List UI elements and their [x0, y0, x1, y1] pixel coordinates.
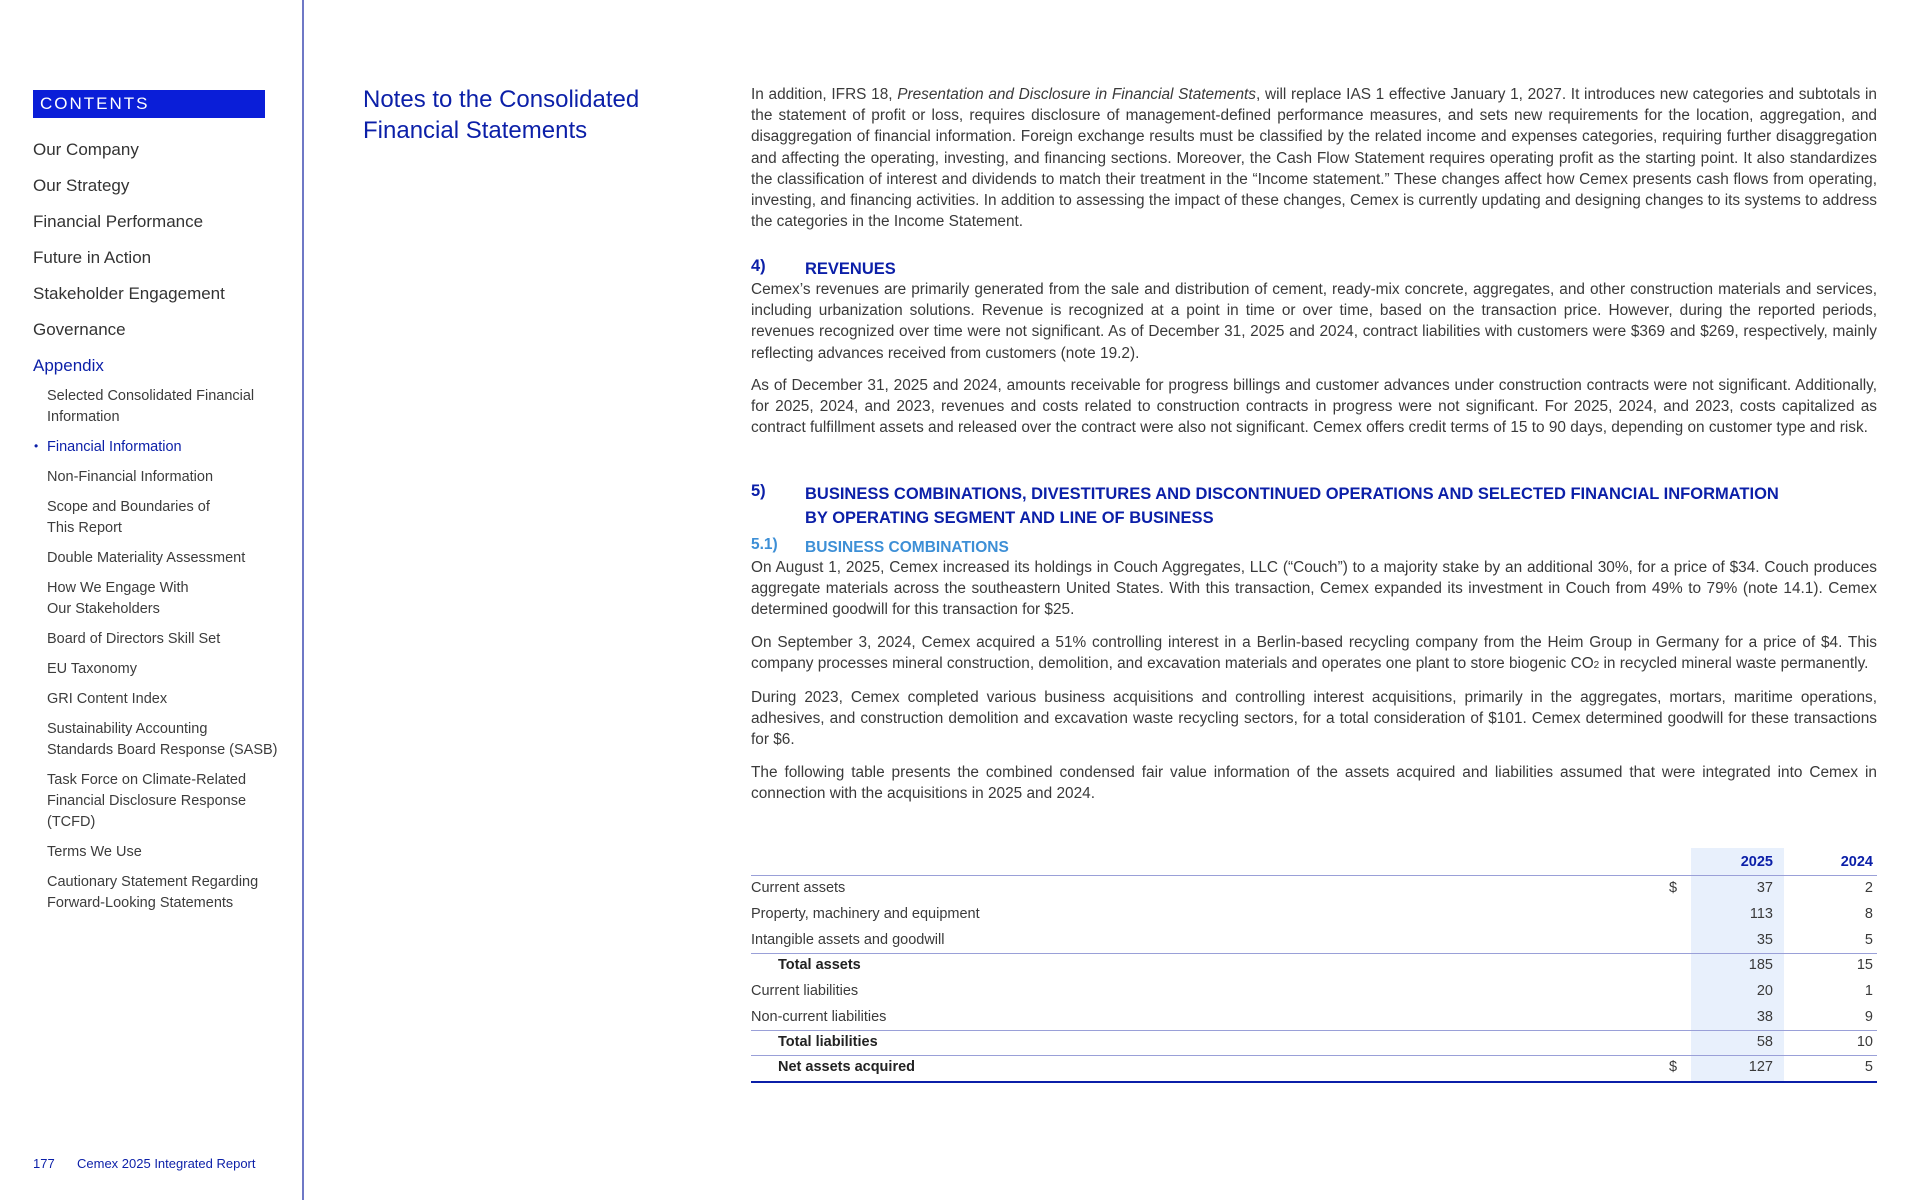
- business-combinations-paragraph-2: [751, 632, 1877, 676]
- table-row-total: [751, 1055, 1877, 1081]
- nav-sub-line: Scope and Boundaries of: [47, 499, 210, 515]
- currency-symbol: $: [1669, 1059, 1678, 1075]
- text-run: in recycled mineral waste permanently.: [1599, 654, 1869, 672]
- text-run: , will replace IAS 1 effective January 1, 2027. It introduces new categories and subtotals in the statement of profit or loss, requires disclosure of management-defined performance measures, and sets new requirements for the location, aggregation, and disaggregation of financial information. Foreign exchange results must be classified by the related income and expenses categories, requiring further disaggregation and affecting the operating, investing, and financing sections. Moreover, the Cash Flow Statement requires operating profit as the starting point. It also standardizes the classification of interest and dividends to match their treatment in the “Income statement.” These changes affect how Cemex presents cash flows from operating, investing, and financing activities. In addition to assessing the impact of these changes, Cemex is currently updating and designing changes to its systems to address the categories in the Income Statement.: [751, 86, 1877, 231]
- nav-sub-line: Selected Consolidated Financial: [47, 388, 255, 404]
- nav-sub-line: Double Materiality Assessment: [47, 550, 246, 566]
- nav-item-governance[interactable]: Governance: [33, 320, 126, 339]
- table-row-total: [751, 953, 1877, 979]
- contents-header: CONTENTS: [33, 90, 265, 118]
- nav-sub-selected-financial-info[interactable]: [47, 386, 287, 428]
- subsection-heading-text: BUSINESS COMBINATIONS: [805, 539, 1009, 556]
- business-combinations-paragraph-1: On August 1, 2025, Cemex increased its holdings in Couch Aggregates, LLC (“Couch”) to a majority stake by an additional 30%, for a price of $34. Couch produces aggregate materials across the southeastern United States. With this transaction, Cemex expanded its investment in Couch from 49% to 79% (note 14.1). Cemex determined goodwill for this transaction for $25.: [751, 559, 1877, 619]
- report-title: Cemex 2025 Integrated Report: [77, 1156, 256, 1171]
- business-combinations-paragraph-3: During 2023, Cemex completed various business acquisitions and controlling interest acquisitions, primarily in the aggregates, mortars, maritime operations, adhesives, and construction demolition and excavation waste recycling sectors, for a total consideration of $101. Cemex determined goodwill for these transactions for $6.: [751, 689, 1877, 749]
- nav-sub-non-financial-information[interactable]: [47, 467, 287, 488]
- italic-text: Presentation and Disclosure in Financial Statements: [897, 86, 1256, 103]
- section-title-line: Financial Statements: [363, 117, 588, 144]
- section-4-heading: [751, 257, 1877, 281]
- column-header-2025: 2025: [1740, 854, 1773, 870]
- row-label: Non-current liabilities: [751, 1009, 887, 1025]
- table-row: [751, 928, 1877, 954]
- active-bullet-icon: •: [34, 439, 39, 453]
- table-bottom-rule: [751, 1081, 1877, 1083]
- heading-line: BY OPERATING SEGMENT AND LINE OF BUSINESS: [805, 509, 1214, 527]
- section-5-heading: [751, 482, 1877, 530]
- nav-sub-cautionary-statement[interactable]: [47, 872, 287, 914]
- value-2025: 35: [1756, 932, 1773, 948]
- section-heading-text: REVENUES: [805, 260, 896, 278]
- section-5-body: [751, 557, 1877, 815]
- column-header-2024: 2024: [1840, 854, 1873, 870]
- table-row: [751, 902, 1877, 928]
- nav-sub-sasb[interactable]: [47, 719, 287, 761]
- nav-sub-line: Information: [47, 409, 120, 425]
- value-2025: 127: [1748, 1059, 1773, 1075]
- nav-item-our-company[interactable]: Our Company: [33, 140, 139, 159]
- sidebar-nav: [0, 0, 304, 1200]
- revenues-paragraph-1: Cemex’s revenues are primarily generated from the sale and distribution of cement, ready-mix concrete, aggregates, and other construction materials and services, including urbanization solutions. Revenue is recognized at a point in time or over time, based on the transaction price. However, during the reported periods, revenues recognized over time were not significant. As of December 31, 2025 and 2024, contract liabilities with customers were $369 and $269, respectively, mainly reflecting advances received from customers (note 19.2).: [751, 281, 1877, 362]
- nav-sub-gri-index[interactable]: [47, 689, 287, 710]
- nav-sub-line: Non-Financial Information: [47, 469, 214, 485]
- nav-sub-line: Sustainability Accounting: [47, 721, 208, 737]
- nav-sub-line: How We Engage With: [47, 580, 189, 596]
- value-2024: 15: [1856, 957, 1873, 973]
- nav-sub-scope-boundaries[interactable]: [47, 497, 287, 539]
- nav-sub-how-we-engage[interactable]: [47, 578, 287, 620]
- body-content: [751, 84, 1877, 232]
- nav-item-future-in-action[interactable]: Future in Action: [33, 248, 152, 267]
- nav-sub-line: Forward-Looking Statements: [47, 895, 234, 911]
- nav-sub-eu-taxonomy[interactable]: [47, 659, 287, 680]
- nav-sub-board-skill-set[interactable]: [47, 629, 287, 650]
- nav-sub-line: Board of Directors Skill Set: [47, 631, 221, 647]
- nav-item-our-strategy[interactable]: Our Strategy: [33, 176, 130, 195]
- value-2025: 37: [1756, 880, 1773, 896]
- currency-symbol: $: [1669, 880, 1678, 896]
- table-row: [751, 1005, 1877, 1031]
- nav-item-appendix[interactable]: Appendix: [33, 356, 104, 375]
- section-title-line: Notes to the Consolidated: [363, 86, 640, 113]
- nav-sub-line: Cautionary Statement Regarding: [47, 874, 259, 890]
- nav-sub-line: This Report: [47, 520, 122, 536]
- nav-sub-line: EU Taxonomy: [47, 661, 137, 677]
- value-2024: 2: [1864, 880, 1873, 896]
- value-2024: 1: [1864, 983, 1873, 999]
- row-label: Current assets: [751, 880, 846, 896]
- nav-sub-line: Standards Board Response (SASB): [47, 742, 278, 758]
- text-run: In addition, IFRS 18,: [751, 86, 898, 103]
- page-number: 177: [33, 1156, 55, 1171]
- row-label: Current liabilities: [751, 983, 859, 999]
- nav-sub-line: Financial Information: [47, 439, 182, 455]
- table-row: [751, 876, 1877, 902]
- subsection-number: 5.1): [751, 536, 778, 553]
- nav-sub-financial-information[interactable]: [47, 437, 287, 458]
- row-label: Net assets acquired: [778, 1059, 916, 1075]
- row-label: Property, machinery and equipment: [751, 906, 980, 922]
- section-title: [363, 84, 663, 146]
- text-run: On September 3, 2024, Cemex acquired a 51% controlling interest in a Berlin-based recycling company from the Heim Group in Germany for a price of $4. This company processes mineral construction, demolition, and excavation materials and operates one plant to store biogenic CO: [751, 633, 1877, 672]
- nav-sub-line: Terms We Use: [47, 844, 142, 860]
- business-combinations-paragraph-4: The following table presents the combined condensed fair value information of the assets acquired and liabilities assumed that were integrated into Cemex in connection with the acquisitions in 2025 and 2024.: [751, 763, 1877, 802]
- subsection-5-1-heading: [751, 536, 1877, 558]
- value-2024: 8: [1864, 906, 1873, 922]
- value-2025: 185: [1748, 957, 1773, 973]
- value-2025: 20: [1756, 983, 1773, 999]
- revenues-paragraph-2: As of December 31, 2025 and 2024, amounts receivable for progress billings and customer advances under construction contracts were not significant. Additionally, for 2025, 2024, and 2023, revenues and costs related to construction contracts in progress were not significant. For 2025, 2024, and 2023, costs capitalized as contract fulfillment assets and released over the contract were also not significant. Cemex offers credit terms of 15 to 90 days, depending on customer type and risk.: [751, 376, 1877, 437]
- value-2024: 5: [1864, 932, 1873, 948]
- row-label: Total liabilities: [778, 1034, 878, 1050]
- nav-item-financial-performance[interactable]: Financial Performance: [33, 212, 204, 231]
- value-2024: 9: [1864, 1009, 1873, 1025]
- row-label: Intangible assets and goodwill: [751, 932, 945, 948]
- section-number: 5): [751, 482, 766, 500]
- value-2025: 58: [1756, 1034, 1773, 1050]
- nav-sub-line: Task Force on Climate-Related: [47, 772, 247, 788]
- section-4-body: [751, 279, 1877, 449]
- nav-sub-tcfd[interactable]: [47, 770, 287, 833]
- nav-sub-terms-we-use[interactable]: [47, 842, 287, 863]
- section-heading-text: [805, 482, 1875, 530]
- value-2025: 38: [1756, 1009, 1773, 1025]
- section-number: 4): [751, 257, 766, 275]
- value-2024: 10: [1856, 1034, 1873, 1050]
- row-label: Total assets: [778, 957, 861, 973]
- nav-item-stakeholder-engagement[interactable]: Stakeholder Engagement: [33, 284, 225, 303]
- subscript: 2: [1593, 659, 1600, 671]
- table-row-total: [751, 1030, 1877, 1056]
- value-2025: 113: [1749, 906, 1773, 922]
- nav-sub-line: Our Stakeholders: [47, 601, 160, 617]
- nav-sub-line: (TCFD): [47, 814, 96, 830]
- table-row: [751, 979, 1877, 1005]
- intro-paragraph: [751, 84, 1877, 232]
- nav-sub-double-materiality[interactable]: [47, 548, 287, 569]
- nav-sub-line: Financial Disclosure Response: [47, 793, 247, 809]
- heading-line: BUSINESS COMBINATIONS, DIVESTITURES AND DISCONTINUED OPERATIONS AND SELECTED FINANCIAL INFORMATION: [805, 485, 1779, 503]
- value-2024: 5: [1864, 1059, 1873, 1075]
- nav-sub-line: GRI Content Index: [47, 691, 168, 707]
